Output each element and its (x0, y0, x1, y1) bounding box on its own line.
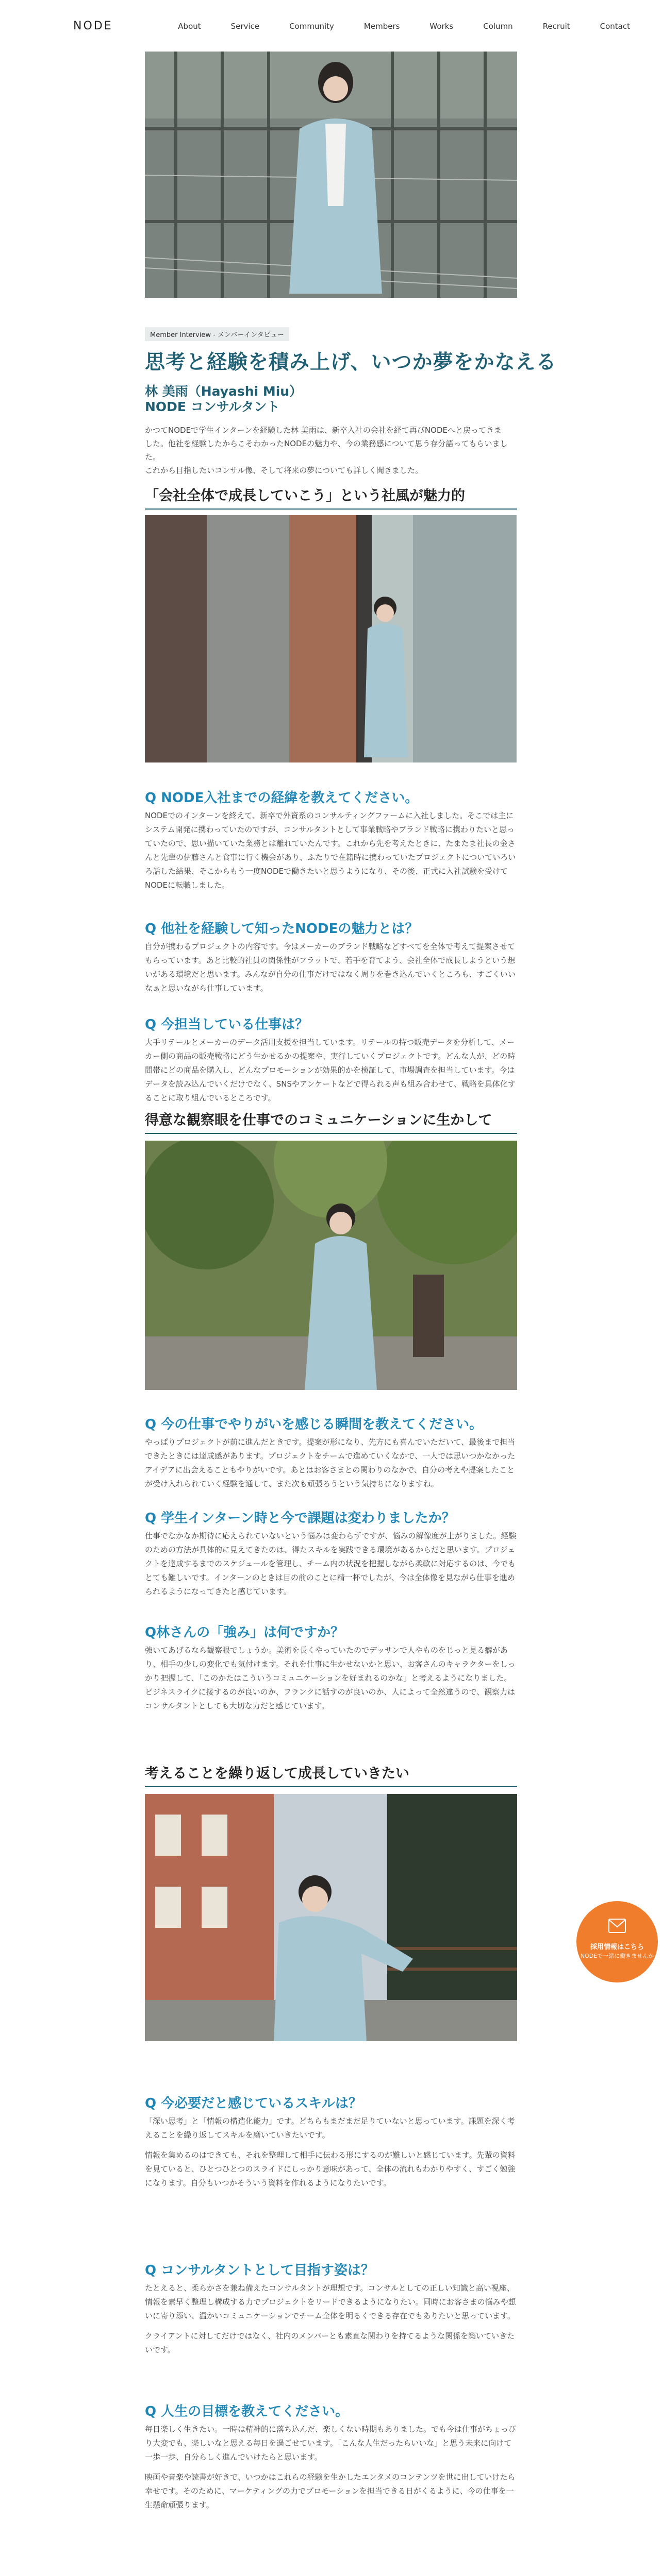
nav-works[interactable]: Works (429, 22, 454, 31)
site-header (0, 0, 662, 52)
answer-paragraph: クライアントに対してだけではなく、社内のメンバーとも素直な関わりを持てるような関係を築いていきたいです。 (145, 2331, 515, 2354)
nav-recruit[interactable]: Recruit (542, 22, 570, 31)
answer-text (145, 2422, 517, 2518)
question-heading: Q 今の仕事でやりがいを感じる瞬間を教えてください。 (145, 1417, 483, 1432)
answer-text (145, 2114, 517, 2196)
answer-text (145, 809, 517, 899)
recruit-float-label: 採用情報はこちら (590, 1943, 644, 1951)
answer-paragraph: 情報を集めるのはできても、それを整理して相手に伝わる形にするのが難しいと感じています。先輩の資料を見ていると、ひとつひとつのスライドにしっかり意味があって、全体の流れもわかりやすく、すごく勉強になります。自分もいつかそういう資料を作れるようになりたいです。 (145, 2150, 516, 2188)
interview-badge: Member Interview - メンバーインタビュー (145, 327, 289, 341)
answer-text (145, 1643, 517, 1719)
question-heading: Q 人生の目標を教えてください。 (145, 2404, 349, 2419)
nav-community[interactable]: Community (289, 22, 334, 31)
section-heading-2: 得意な観察眼を仕事でのコミュニケーションに生かして (145, 1109, 517, 1134)
lead-line: かつてNODEで学生インターンを経験した林 美雨は、新卒入社の会社を経て再びNODEへと戻ってきま (145, 426, 502, 435)
mail-icon (608, 1919, 626, 1933)
nav-service[interactable]: Service (230, 22, 260, 31)
answer-paragraph: NODEでのインターンを終えて、新卒で外資系のコンサルティングファームに入社しました。そこでは主にシステム開発に携わっていたのですが、コンサルタントとして事業戦略やブランド戦略に携わりたいと思っていたので、思い描いていた業務とは離れていたんです。これから先を考えたときに、たまたま社長の金さんと先輩の伊藤さんと食事に行く機会があり、ふたりで在籍時に携わっていたプロジェクトについていろいろ話した結果、そこからもう一度NODEで働きたいと思うようになり、その後、正式に入社試験を受けてNODEに転職しました。 (145, 811, 516, 890)
section-photo-2-illustration (145, 1141, 517, 1390)
section-photo-1-illustration (145, 515, 517, 762)
answer-text (145, 1036, 517, 1111)
nav-column[interactable]: Column (483, 22, 513, 31)
answer-text (145, 1529, 517, 1605)
answer-paragraph: 仕事でなかなか期待に応えられていないという悩みは変わらずですが、悩みの解像度が上がりました。経験のための方法が具体的に見えてきたのは、得たスキルを実践できる環境があるからだと思います。プロジェクトを達成するまでのスケジュールを管理し、チーム内の状況を把握しながら柔軟に対応するのは、今でもとても難しいです。インターンのときは目の前のことに精一杯でしたが、今は全体像を見ながら仕事を進められるようになってきたと感じています。 (145, 1531, 517, 1596)
section-heading-3: 考えることを繰り返して成長していきたい (145, 1762, 517, 1787)
section-photo-3 (145, 1794, 517, 2041)
answer-paragraph: 映画や音楽や読書が好きで、いつかはこれらの経験を生かしたエンタメのコンテンツを世に出していけたら幸せです。そのために、マーケティングの力でプロモーションを担当できる日がくるように、今の仕事を一生懸命頑張ります。 (145, 2472, 516, 2510)
answer-text (145, 2281, 517, 2363)
answer-paragraph: たとえると、柔らかさを兼ね備えたコンサルタントが理想です。コンサルとしての正しい知識と高い視座、情報を素早く整理し構成する力でプロジェクトをリードできるようになりたい。同時にお客さまの悩みや想いに寄り添い、温かいコミュニケーションでチーム全体を明るくできる存在でもありたいと思っています。 (145, 2283, 516, 2320)
hero-photo-illustration (145, 52, 517, 298)
section-heading-1: 「会社全体で成長していこう」という社風が魅力的 (145, 484, 517, 510)
article-lead (145, 423, 517, 477)
question-heading: Q林さんの「強み」は何ですか？ (145, 1625, 344, 1640)
question-heading: Q NODE入社までの経緯を教えてください。 (145, 790, 419, 806)
global-nav (148, 22, 630, 31)
lead-line: した。他社を経験したからこそわかったNODEの魅力や、今の業務感について思う存分語ってもらいました。 (145, 439, 508, 462)
question-heading: Q 他社を経験して知ったNODEの魅力とは？ (145, 921, 419, 937)
person-name: 林 美雨（Hayashi Miu） (145, 384, 303, 399)
hero-photo (145, 52, 517, 298)
nav-contact[interactable]: Contact (600, 22, 630, 31)
recruit-float-button[interactable] (576, 1901, 658, 1982)
answer-paragraph: 大手リテールとメーカーのデータ活用支援を担当しています。リテールの持つ販売データを分析して、メーカー側の商品の販売戦略にどう生かせるかの提案や、実行していくプロジェクトです。どんな人が、どの時間帯にどの商品を購入し、どんなプロモーションが効果的かを検証して、市場調査を担当しています。今はデータを読み込んでいくだけでなく、SNSやアンケートなどで得られる声も組み合わせて、戦略を具体化することに取り組んでいるところです。 (145, 1038, 516, 1103)
nav-about[interactable]: About (178, 22, 201, 31)
answer-paragraph: 自分が携わるプロジェクトの内容です。今はメーカーのブランド戦略などすべてを全体で考えて提案させてもらっています。あと比較的社員の関係性がフラットで、若手を育てよう、会社全体で成長しようという想いがある環境だと思います。みんなが自分の仕事だけではなく周りを巻き込んでいくところも、すごくいいなぁと思いながら仕事しています。 (145, 942, 516, 993)
section-photo-3-illustration (145, 1794, 517, 2041)
nav-members[interactable]: Members (363, 22, 400, 31)
answer-paragraph: 毎日楽しく生きたい。一時は精神的に落ち込んだ、楽しくない時期もありました。でも今は仕事がちょっぴり大変でも、楽しいなと思える毎日を過ごせています。「こんな人生だったらいいな」と思う未来に向けて一歩一歩、自分らしく進んでいけたらと思います。 (145, 2425, 517, 2462)
article-title: 思考と経験を積み上げ、いつか夢をかなえる (145, 351, 557, 374)
section-photo-1 (145, 515, 517, 762)
lead-line: これから目指したいコンサル像、そして将来の夢についても詳しく聞きました。 (145, 466, 423, 475)
question-heading: Q 今担当している仕事は？ (145, 1017, 309, 1032)
question-heading: Q 今必要だと感じているスキルは？ (145, 2096, 362, 2111)
answer-paragraph: 「深い思考」と「情報の構造化能力」です。どちらもまだまだ足りていないと思っています。課題を深く考えることを繰り返してスキルを磨いていきたいです。 (145, 2116, 515, 2140)
site-logo[interactable]: NODE (73, 20, 113, 32)
person-role: NODE コンサルタント (145, 399, 280, 414)
answer-text (145, 1435, 517, 1497)
answer-text (145, 940, 517, 1002)
answer-paragraph: やっぱりプロジェクトが前に進んだときです。提案が形になり、先方にも喜んでいただいて、最後まで担当できたときには達成感があります。プロジェクトをチームで進めていくなかで、一人では思いつかなかったアイデアに出会えることもやりがいです。あとはお客さまとの関わりのなかで、自分の考えや提案したことが受け入れられていく経験を通して、また次も頑張ろうという気持ちになりますね。 (145, 1437, 516, 1488)
section-photo-2 (145, 1141, 517, 1390)
question-heading: Q コンサルタントとして目指す姿は？ (145, 2263, 374, 2278)
answer-paragraph: 強いてあげるなら観察眼でしょうか。美術を長くやっていたのでデッサンで人やものをじっと見る癖があり、相手の少しの変化でも気付けます。それを仕事に生かせないかと思い、お客さんのキャラクターをしっかり把握して、「このかたはこういうコミュニケーションを好まれるのかな」と考えるようになりました。ビジネスライクに接するのが良いのか、フランクに話すのが良いのか、人によって全然違うので、観察力はコンサルタントとしても大切な力だと感じています。 (145, 1646, 516, 1710)
question-heading: Q 学生インターン時と今で課題は変わりましたか？ (145, 1511, 455, 1526)
recruit-float-sub: NODEで一緒に働きませんか (580, 1953, 654, 1959)
